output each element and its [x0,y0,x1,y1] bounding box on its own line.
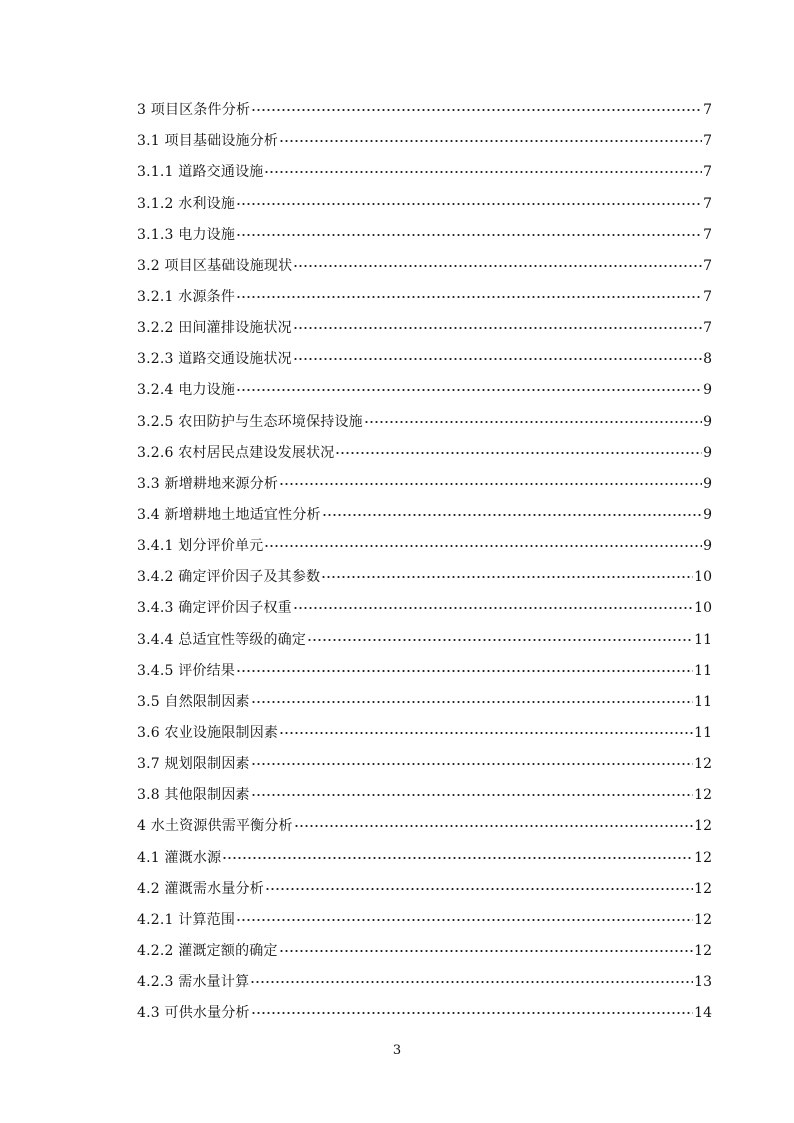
toc-entry-title: 3.2.1 水源条件 [137,288,236,305]
toc-entry[interactable] [137,181,712,212]
toc-entry-title: 3.4.1 划分评价单元 [137,538,264,555]
toc-entry-title: 4.3 可供水量分析 [137,1005,250,1022]
toc-entry[interactable] [137,929,712,960]
toc-entry[interactable] [137,213,712,244]
toc-entry[interactable] [137,399,712,430]
toc-entry-page: 7 [703,133,712,150]
toc-entry-title: 3.1 项目基础设施分析 [137,133,279,150]
toc-leader [364,417,702,427]
toc-entry-title: 3.2.4 电力设施 [137,382,236,399]
toc-entry-page: 7 [703,320,712,337]
toc-entry-page: 12 [694,911,712,928]
toc-entry[interactable] [137,462,712,493]
toc-leader [222,853,693,863]
toc-entry[interactable] [137,617,712,648]
toc-entry-page: 7 [703,195,712,212]
toc-entry-page: 11 [694,662,712,679]
toc-entry-page: 12 [694,849,712,866]
toc-entry-title: 3.6 农业设施限制因素 [137,724,279,741]
toc-entry-page: 12 [694,880,712,897]
toc-entry-title: 4.1 灌溉水源 [137,849,222,866]
toc-entry-page: 11 [694,631,712,648]
toc-entry-page: 12 [694,942,712,959]
toc-leader [279,479,702,489]
toc-entry-page: 13 [694,974,712,991]
toc-entry[interactable] [137,275,712,306]
toc-entry[interactable] [137,991,712,1022]
toc-entry-page: 7 [703,288,712,305]
toc-entry-title: 3.4.2 确定评价因子及其参数 [137,569,321,586]
toc-entry[interactable] [137,649,712,680]
toc-entry-title: 3.1.2 水利设施 [137,195,236,212]
toc-entry[interactable] [137,524,712,555]
toc-entry-title: 3 项目区条件分析 [137,102,251,119]
toc-entry-page: 9 [703,413,712,430]
toc-leader [251,697,693,707]
toc-leader [264,167,702,177]
toc-entry-title: 3.1.3 电力设施 [137,226,236,243]
toc-leader [307,635,693,645]
toc-entry[interactable] [137,586,712,617]
toc-entry-page: 8 [703,351,712,368]
toc-leader [294,821,693,831]
toc-entry[interactable] [137,368,712,399]
toc-entry-page: 11 [694,693,712,710]
toc-entry[interactable] [137,773,712,804]
toc-entry-title: 4.2.3 需水量计算 [137,974,250,991]
toc-leader [293,354,702,364]
toc-entry-title: 3.8 其他限制因素 [137,787,250,804]
toc-leader [279,946,694,956]
toc-entry[interactable] [137,337,712,368]
toc-entry-page: 9 [703,444,712,461]
toc-entry-page: 9 [703,506,712,523]
toc-leader [293,323,702,333]
toc-entry-title: 4.2 灌溉需水量分析 [137,880,264,897]
toc-leader [236,292,702,302]
toc-entry-title: 3.5 自然限制因素 [137,693,250,710]
toc-entry[interactable] [137,431,712,462]
page-number: 3 [392,1043,402,1058]
toc-entry-page: 12 [694,818,712,835]
toc-entry-page: 9 [703,475,712,492]
toc-leader [264,541,702,551]
toc-entry-page: 9 [703,382,712,399]
toc-leader [236,199,702,209]
toc-leader [335,448,702,458]
toc-entry-title: 3.2.3 道路交通设施状况 [137,351,292,368]
toc-leader [236,385,702,395]
toc-entry-page: 7 [703,226,712,243]
toc-entry[interactable] [137,244,712,275]
toc-entry[interactable] [137,711,712,742]
toc-entry-title: 3.2.5 农田防护与生态环境保持设施 [137,413,363,430]
toc-leader [236,666,693,676]
toc-entry-page: 11 [694,724,712,741]
toc-leader [251,790,693,800]
toc-leader [279,728,693,738]
toc-leader [250,977,693,987]
toc-entry[interactable] [137,493,712,524]
toc-entry[interactable] [137,898,712,929]
toc-leader [236,915,693,925]
toc-leader [279,136,702,146]
toc-entry[interactable] [137,555,712,586]
toc-entry-title: 4.2.2 灌溉定额的确定 [137,942,278,959]
toc-leader [321,572,693,582]
toc-entry-title: 4.2.1 计算范围 [137,911,236,928]
toc-entry-title: 3.4.4 总适宜性等级的确定 [137,631,307,648]
toc-leader [293,261,702,271]
toc-entry-page: 7 [703,102,712,119]
toc-entry-title: 3.3 新增耕地来源分析 [137,475,279,492]
toc-entry-page: 14 [694,1005,712,1022]
toc-leader [322,510,702,520]
toc-leader [251,1008,693,1018]
toc-leader [293,603,693,613]
toc-entry-title: 3.7 规划限制因素 [137,756,250,773]
toc-leader [251,105,702,115]
toc-entry-page: 12 [694,756,712,773]
toc-entry-title: 3.2.2 田间灌排设施状况 [137,320,292,337]
toc-leader [236,230,702,240]
toc-entry-title: 3.4.5 评价结果 [137,662,236,679]
toc-leader [265,884,693,894]
toc-entry[interactable] [137,742,712,773]
toc-entry[interactable] [137,960,712,991]
toc-entry-title: 4 水土资源供需平衡分析 [137,818,293,835]
toc-entry[interactable] [137,306,712,337]
toc-entry-title: 3.4 新增耕地土地适宜性分析 [137,506,321,523]
toc-entry-page: 9 [703,538,712,555]
toc-entry-page: 12 [694,787,712,804]
toc-entry[interactable] [137,835,712,866]
toc-entry-title: 3.2.6 农村居民点建设发展状况 [137,444,335,461]
toc-entry[interactable] [137,150,712,181]
toc-entry[interactable] [137,867,712,898]
toc-entry-page: 10 [694,600,712,617]
toc-entry-page: 10 [694,569,712,586]
toc-entry-title: 3.2 项目区基础设施现状 [137,257,293,274]
toc-entry[interactable] [137,119,712,150]
toc-entry-page: 7 [703,164,712,181]
toc-entry-title: 3.4.3 确定评价因子权重 [137,600,292,617]
toc-entry[interactable] [137,88,712,119]
toc-entry-title: 3.1.1 道路交通设施 [137,164,264,181]
toc-entry-page: 7 [703,257,712,274]
toc-leader [251,759,693,769]
toc-entry[interactable] [137,804,712,835]
toc-entry[interactable] [137,680,712,711]
table-of-contents [137,88,712,1022]
